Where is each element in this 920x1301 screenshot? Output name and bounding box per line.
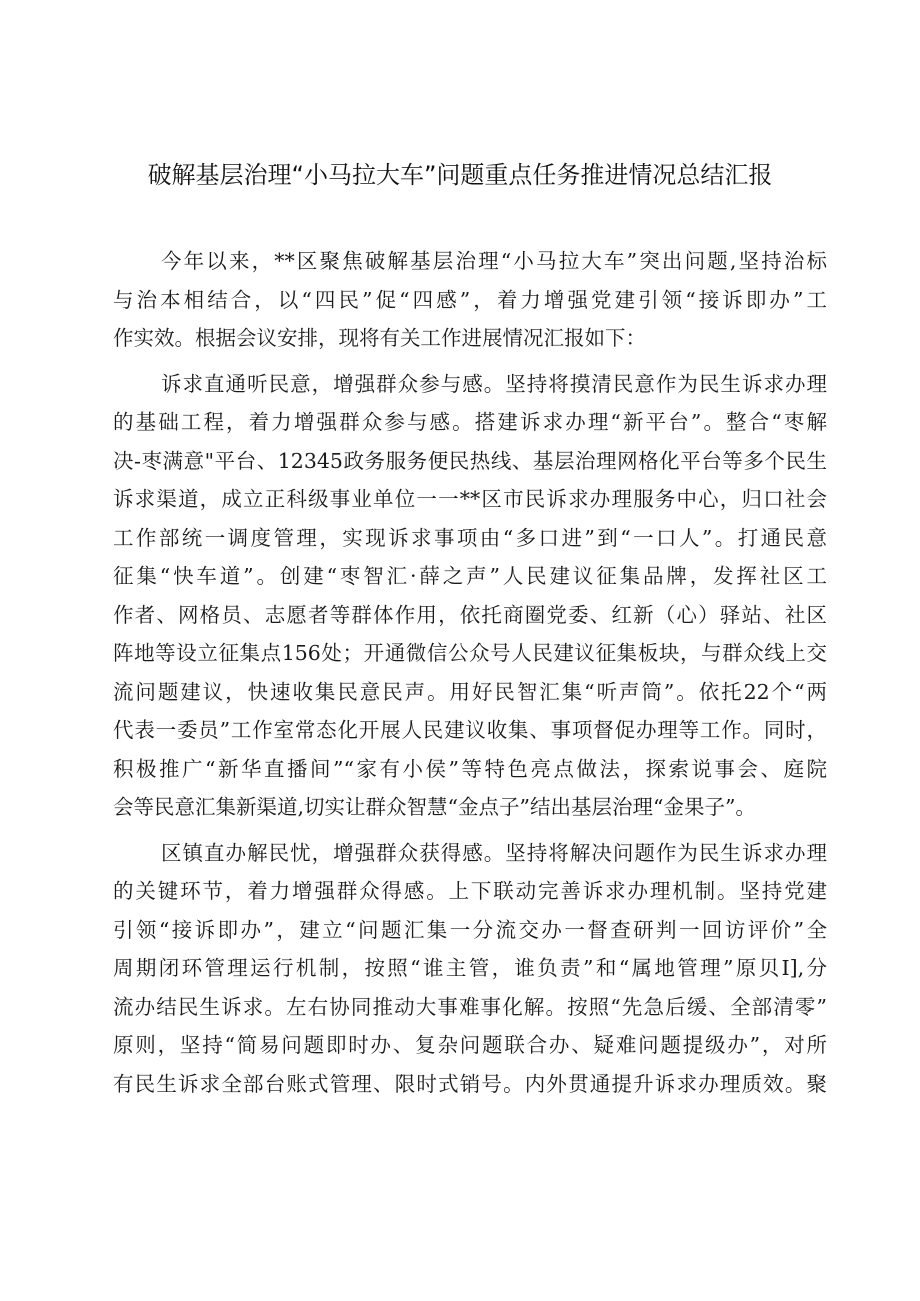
text-line: 今年以来，**区聚焦破解基层治理“小马拉大车”突出问题,坚持治标 (161, 249, 827, 273)
text-line: 会等民意汇集新渠道,切实让群众智慧“金点子”结出基层治理“金果子”。 (113, 795, 756, 819)
paragraph-participation (113, 365, 827, 827)
text-line: 流问题建议，快速收集民意民声。用好民智汇集“听声筒”。依托22个“两 (113, 679, 827, 704)
text-line: 有民生诉求全部台账式管理、限时式销号。内外贯通提升诉求办理质效。聚 (113, 1071, 827, 1096)
text-line: 诉求渠道，成立正科级事业单位一一**区市民诉求办理服务中心，归口社会 (113, 487, 827, 511)
document-title: 破解基层治理“小马拉大车”问题重点任务推进情况总结汇报 (147, 161, 773, 189)
text-line: 积极推广“新华直播间”“家有小侯”等特色亮点做法，探索说事会、庭院 (113, 756, 827, 781)
text-line: 引领“接诉即办”，建立“问题汇集一分流交办一督查研判一回访评价”全 (113, 917, 827, 942)
text-line: 原则，坚持“简易问题即时办、复杂问题联合办、疑难问题提级办”，对所 (113, 1033, 827, 1057)
paragraph-gain (113, 834, 827, 1104)
text-line: 工作部统一调度管理，实现诉求事项由“多口进”到“一口人”。打通民意 (113, 525, 827, 550)
text-line: 阵地等设立征集点156处；开通微信公众号人民建议征集板块，与群众线上交 (113, 641, 827, 665)
text-line: 诉求直通听民意，增强群众参与感。坚持将摸清民意作为民生诉求办理 (161, 371, 827, 396)
document-body (113, 242, 827, 1110)
text-line: 与治本相结合，以“四民”促“四感”，着力增强党建引领“接诉即办”工 (113, 287, 827, 312)
text-line: 周期闭环管理运行机制，按照“谁主管，谁负责”和“属地管理”原贝I],分 (113, 956, 827, 980)
text-line: 作实效。根据会议安排，现将有关工作进展情况汇报如下： (113, 326, 646, 350)
text-line: 的基础工程，着力增强群众参与感。搭建诉求办理“新平台”。整合“枣解 (113, 410, 827, 434)
paragraph-intro (113, 242, 827, 358)
text-line: 作者、网格员、志愿者等群体作用，依托商圈党委、红新（心）驿站、社区 (113, 602, 827, 627)
text-line: 流办结民生诉求。左右协同推动大事难事化解。按照“先急后缓、全部清零” (113, 994, 827, 1019)
text-line: 的关键环节，着力增强群众得感。上下联动完善诉求办理机制。坚持党建 (113, 879, 827, 903)
text-line: 代表一委员”工作室常态化开展人民建议收集、事项督促办理等工作。同时， (113, 718, 827, 742)
text-line: 区镇直办解民忧，增强群众获得感。坚持将解决问题作为民生诉求办理 (161, 840, 827, 865)
text-line: 征集“快车道”。创建“枣智汇·薛之声”人民建议征集品牌，发挥社区工 (113, 564, 827, 588)
text-line: 决-枣满意"平台、12345政务服务便民热线、基层治理网格化平台等多个民生 (113, 448, 827, 473)
